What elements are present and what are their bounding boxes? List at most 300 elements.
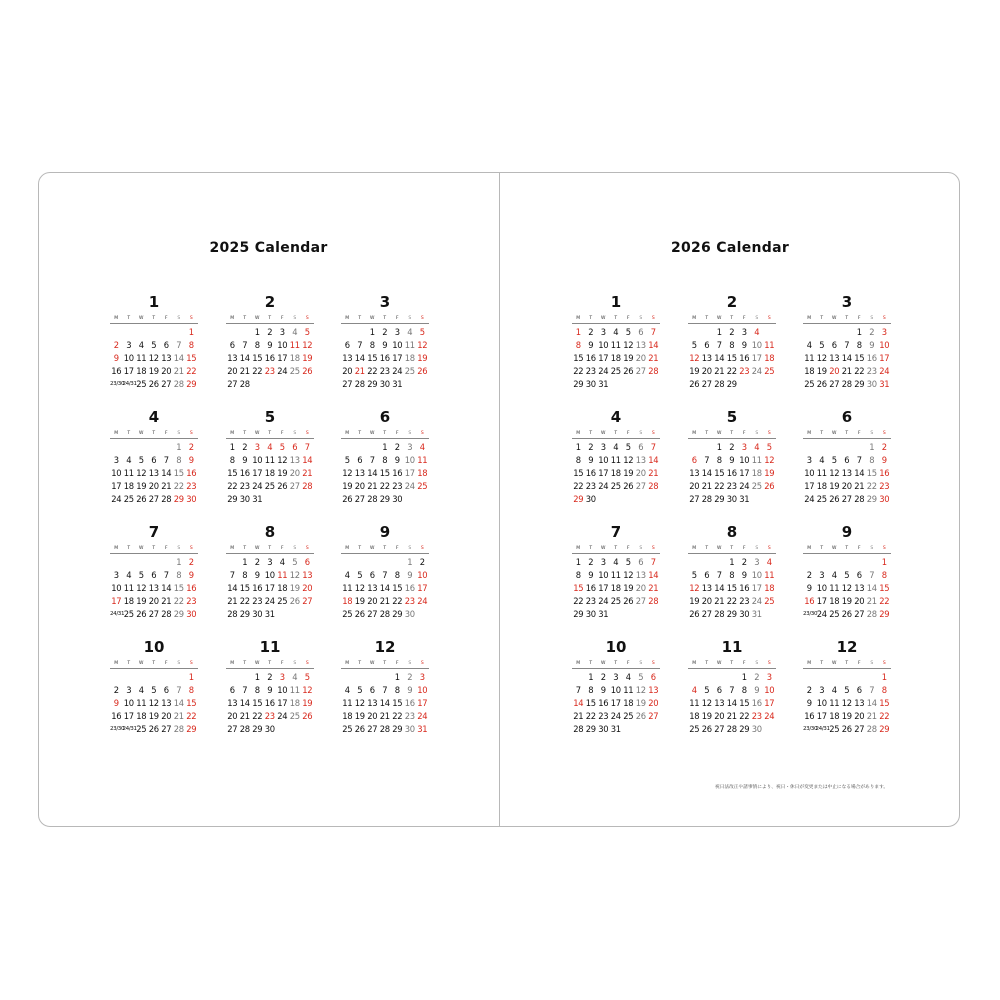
month-number: 3: [379, 293, 391, 311]
day-cell: 11: [123, 583, 134, 593]
day-cell: [688, 671, 701, 684]
weekday-label: W: [255, 431, 260, 436]
weekday-label: T: [705, 431, 709, 436]
day-cell: 8: [369, 340, 375, 350]
day-cell: 17: [751, 353, 762, 363]
weekday-label: F: [857, 661, 861, 666]
weekday-label: W: [832, 431, 837, 436]
day-cell: [226, 326, 239, 339]
weekday-label: S: [870, 546, 874, 551]
month-number: 8: [264, 523, 276, 541]
day-cell: [816, 556, 829, 569]
week-row: [110, 556, 198, 569]
weekday-label: S: [767, 661, 771, 666]
month-number: 10: [143, 638, 165, 656]
week-row: [341, 493, 429, 506]
day-cell: 28: [714, 609, 725, 619]
week-row: [110, 595, 198, 608]
day-cell: 15: [227, 468, 238, 478]
day-cell: 5: [419, 327, 425, 337]
day-cell: 2: [394, 442, 400, 452]
day-cell: 19: [841, 711, 852, 721]
week-row: [110, 441, 198, 454]
calendar-page-2025: [38, 172, 499, 827]
day-cell: 1: [382, 442, 388, 452]
day-cell: [354, 556, 367, 569]
day-cell: [763, 378, 776, 391]
weekday-label: S: [882, 661, 886, 666]
weekday-label: M: [576, 661, 581, 666]
month-3: [803, 295, 891, 405]
weekday-label: S: [755, 316, 759, 321]
day-cell: 25: [417, 481, 428, 491]
weekday-label: W: [601, 661, 606, 666]
day-cell: 13: [148, 583, 159, 593]
week-row: [572, 710, 660, 723]
day-cell: 10: [277, 685, 288, 695]
day-cell: 7: [869, 685, 875, 695]
day-cell: 23/30: [110, 726, 125, 732]
week-row: [688, 339, 776, 352]
weekday-label: F: [626, 661, 630, 666]
month-1: [572, 295, 660, 405]
day-cell: 8: [176, 455, 182, 465]
week-row: [803, 671, 891, 684]
day-cell: 4: [419, 442, 425, 452]
weekday-label: T: [268, 316, 272, 321]
day-cell: 14: [701, 468, 712, 478]
day-cell: 2: [869, 327, 875, 337]
day-cell: 25: [123, 494, 134, 504]
weekday-label: W: [370, 661, 375, 666]
day-cell: 7: [382, 570, 388, 580]
day-cell: 14: [648, 340, 659, 350]
weekday-label: W: [601, 546, 606, 551]
day-cell: [226, 556, 239, 569]
day-cell: 1: [407, 557, 413, 567]
weekday-label: W: [370, 431, 375, 436]
header-rule: [110, 668, 198, 669]
day-cell: 3: [279, 327, 285, 337]
day-cell: 23: [879, 481, 890, 491]
day-cell: 6: [369, 685, 375, 695]
weekday-label: M: [114, 431, 119, 436]
day-cell: [572, 671, 585, 684]
day-cell: 20: [161, 366, 172, 376]
day-cell: 18: [136, 366, 147, 376]
day-cell: 18: [764, 353, 775, 363]
month-10: [110, 640, 198, 750]
day-cell: 16: [585, 353, 596, 363]
day-cell: 3: [881, 327, 887, 337]
weekday-label: T: [127, 431, 131, 436]
day-cell: 3: [819, 570, 825, 580]
day-cell: 13: [161, 353, 172, 363]
day-cell: 17: [111, 596, 122, 606]
day-cell: 7: [575, 685, 581, 695]
week-row: [803, 582, 891, 595]
weekday-label: T: [820, 431, 824, 436]
day-cell: [853, 556, 866, 569]
day-cell: 30: [404, 609, 415, 619]
day-cell: [597, 493, 610, 506]
weekday-label: T: [358, 661, 362, 666]
day-cell: 17: [123, 366, 134, 376]
day-cell: [828, 441, 841, 454]
month-6: [341, 410, 429, 520]
day-cell: 29: [726, 379, 737, 389]
day-cell: 24: [879, 366, 890, 376]
weekday-header: [341, 430, 429, 438]
week-row: [572, 467, 660, 480]
day-cell: 1: [254, 327, 260, 337]
week-row: [226, 365, 314, 378]
day-cell: 20: [367, 711, 378, 721]
day-cell: 3: [600, 442, 606, 452]
day-cell: 14: [239, 698, 250, 708]
day-cell: 22: [854, 366, 865, 376]
weekday-label: S: [408, 431, 412, 436]
day-cell: 25: [829, 724, 840, 734]
day-cell: 17: [598, 583, 609, 593]
week-row: [110, 671, 198, 684]
day-cell: [635, 493, 648, 506]
month-number: 1: [610, 293, 622, 311]
weekday-label: S: [293, 431, 297, 436]
weekday-label: M: [692, 546, 697, 551]
day-cell: 4: [613, 327, 619, 337]
day-cell: 9: [394, 455, 400, 465]
week-row: [226, 556, 314, 569]
day-cell: 26: [136, 609, 147, 619]
day-cell: [354, 671, 367, 684]
day-cell: 23/30: [803, 611, 818, 617]
day-cell: 14: [239, 353, 250, 363]
day-cell: 17: [404, 468, 415, 478]
week-row: [688, 326, 776, 339]
day-cell: 16: [111, 711, 122, 721]
weekday-label: M: [230, 661, 235, 666]
day-cell: 12: [635, 685, 646, 695]
day-cell: 28: [239, 379, 250, 389]
day-cell: 1: [856, 327, 862, 337]
day-cell: [610, 608, 623, 621]
week-row: [226, 467, 314, 480]
weekday-label: T: [820, 661, 824, 666]
week-row: [803, 723, 891, 736]
day-cell: 2: [754, 672, 760, 682]
day-cell: 14: [714, 353, 725, 363]
day-cell: [647, 493, 660, 506]
day-cell: 10: [816, 583, 827, 593]
day-cell: 4: [344, 685, 350, 695]
day-cell: 11: [404, 340, 415, 350]
day-cell: 10: [598, 340, 609, 350]
day-cell: 29: [173, 494, 184, 504]
week-row: [226, 697, 314, 710]
week-row: [688, 582, 776, 595]
day-cell: 23: [264, 366, 275, 376]
weekday-label: M: [114, 546, 119, 551]
day-cell: 5: [138, 570, 144, 580]
week-row: [226, 326, 314, 339]
day-cell: 6: [344, 340, 350, 350]
day-cell: 12: [302, 685, 313, 695]
day-cell: 16: [726, 468, 737, 478]
day-cell: 25: [404, 366, 415, 376]
day-cell: 27: [648, 711, 659, 721]
day-cell: 21: [648, 583, 659, 593]
day-cell: [841, 441, 854, 454]
day-cell: 18: [136, 711, 147, 721]
day-cell: 20: [648, 698, 659, 708]
day-cell: 8: [881, 685, 887, 695]
month-number: 2: [264, 293, 276, 311]
day-cell: 25: [689, 724, 700, 734]
day-cell: 6: [638, 442, 644, 452]
year-title: 2025 Calendar: [209, 240, 328, 256]
day-cell: [354, 326, 367, 339]
day-cell: 18: [417, 468, 428, 478]
day-cell: [763, 493, 776, 506]
day-cell: 22: [573, 366, 584, 376]
week-row: [341, 454, 429, 467]
month-8: [688, 525, 776, 635]
day-cell: 22: [173, 596, 184, 606]
day-cell: 30: [739, 609, 750, 619]
day-cell: 6: [229, 685, 235, 695]
week-row: [226, 454, 314, 467]
day-cell: 18: [610, 468, 621, 478]
day-cell: [148, 441, 161, 454]
weekday-header: [572, 315, 660, 323]
day-cell: 28: [161, 609, 172, 619]
weekday-label: W: [601, 431, 606, 436]
week-row: [803, 595, 891, 608]
day-cell: 5: [819, 340, 825, 350]
day-cell: 21: [841, 366, 852, 376]
day-cell: 4: [138, 340, 144, 350]
day-cell: [701, 556, 714, 569]
month-4: [110, 410, 198, 520]
day-cell: 1: [229, 442, 235, 452]
weekday-header: [226, 660, 314, 668]
day-cell: 1: [176, 557, 182, 567]
day-cell: 14: [173, 698, 184, 708]
day-cell: 2: [188, 442, 194, 452]
day-cell: 25: [264, 481, 275, 491]
day-cell: [110, 326, 123, 339]
day-cell: 11: [610, 455, 621, 465]
day-cell: 9: [267, 685, 273, 695]
week-row: [803, 493, 891, 506]
day-cell: 1: [588, 672, 594, 682]
day-cell: [160, 671, 173, 684]
week-row: [572, 556, 660, 569]
week-row: [341, 582, 429, 595]
month-11: [688, 640, 776, 750]
day-cell: 19: [623, 353, 634, 363]
day-cell: 4: [126, 570, 132, 580]
day-cell: 10: [751, 340, 762, 350]
day-cell: 16: [804, 596, 815, 606]
day-cell: 19: [816, 366, 827, 376]
day-cell: 11: [277, 570, 288, 580]
day-cell: 21: [866, 711, 877, 721]
weekday-header: [226, 315, 314, 323]
day-cell: 4: [754, 442, 760, 452]
day-cell: 29: [186, 379, 197, 389]
day-cell: 24: [816, 609, 827, 619]
day-cell: 16: [585, 468, 596, 478]
day-cell: [135, 671, 148, 684]
weekday-label: T: [614, 661, 618, 666]
weekday-label: W: [370, 316, 375, 321]
week-row: [572, 378, 660, 391]
day-cell: 6: [831, 340, 837, 350]
day-cell: 18: [751, 468, 762, 478]
week-row: [341, 608, 429, 621]
day-cell: 15: [739, 698, 750, 708]
day-cell: 23: [585, 366, 596, 376]
day-cell: 15: [879, 583, 890, 593]
weekday-label: T: [589, 661, 593, 666]
day-cell: 12: [689, 583, 700, 593]
day-cell: 11: [342, 698, 353, 708]
day-cell: 24: [598, 596, 609, 606]
day-cell: 9: [407, 570, 413, 580]
day-cell: 23: [264, 711, 275, 721]
day-cell: [416, 378, 429, 391]
day-cell: 15: [866, 468, 877, 478]
day-cell: 3: [419, 672, 425, 682]
day-cell: 18: [764, 583, 775, 593]
header-rule: [572, 323, 660, 324]
year-title: 2026 Calendar: [670, 240, 790, 256]
day-cell: 4: [806, 340, 812, 350]
week-row: [226, 582, 314, 595]
day-cell: 17: [111, 481, 122, 491]
day-cell: 7: [163, 455, 169, 465]
day-cell: 9: [869, 340, 875, 350]
week-row: [341, 378, 429, 391]
day-cell: 25: [764, 366, 775, 376]
day-cell: [404, 378, 417, 391]
header-rule: [803, 668, 891, 669]
day-cell: 24: [764, 711, 775, 721]
week-row: [226, 684, 314, 697]
day-cell: 12: [701, 698, 712, 708]
day-cell: 9: [588, 570, 594, 580]
day-cell: 31: [598, 379, 609, 389]
day-cell: 17: [739, 468, 750, 478]
day-cell: 14: [227, 583, 238, 593]
day-cell: 5: [357, 685, 363, 695]
day-cell: 21: [239, 366, 250, 376]
day-cell: 6: [691, 455, 697, 465]
day-cell: [123, 441, 136, 454]
day-cell: 28: [173, 724, 184, 734]
day-cell: 11: [623, 685, 634, 695]
day-cell: [803, 326, 816, 339]
weekday-header: [803, 430, 891, 438]
weekday-label: W: [717, 316, 722, 321]
day-cell: 22: [227, 481, 238, 491]
day-cell: 10: [610, 685, 621, 695]
day-cell: 9: [267, 340, 273, 350]
weekday-label: T: [705, 661, 709, 666]
weekday-label: M: [807, 431, 812, 436]
week-row: [688, 467, 776, 480]
weekday-label: S: [420, 431, 424, 436]
day-cell: 12: [623, 570, 634, 580]
day-cell: 12: [148, 353, 159, 363]
month-number: 12: [836, 638, 858, 656]
day-cell: 29: [879, 609, 890, 619]
day-cell: 1: [188, 672, 194, 682]
day-cell: 28: [367, 494, 378, 504]
day-cell: 9: [113, 698, 119, 708]
day-cell: 28: [161, 494, 172, 504]
week-row: [572, 365, 660, 378]
month-number: 7: [610, 523, 622, 541]
day-cell: 10: [879, 340, 890, 350]
day-cell: 5: [844, 570, 850, 580]
day-cell: 16: [404, 698, 415, 708]
weekday-label: M: [692, 661, 697, 666]
day-cell: 24: [111, 494, 122, 504]
day-cell: 19: [764, 468, 775, 478]
weekday-label: T: [268, 431, 272, 436]
weekday-label: S: [177, 431, 181, 436]
day-cell: 18: [264, 468, 275, 478]
header-rule: [341, 323, 429, 324]
day-cell: 31: [264, 609, 275, 619]
day-cell: 19: [829, 481, 840, 491]
day-cell: 14: [841, 353, 852, 363]
day-cell: 18: [610, 353, 621, 363]
day-cell: 2: [806, 570, 812, 580]
weekday-label: T: [243, 661, 247, 666]
weekday-label: T: [383, 316, 387, 321]
day-cell: 14: [714, 583, 725, 593]
day-cell: [289, 378, 302, 391]
day-cell: 13: [289, 455, 300, 465]
day-cell: 13: [854, 698, 865, 708]
day-cell: [816, 441, 829, 454]
weekday-label: S: [293, 661, 297, 666]
day-cell: 22: [239, 596, 250, 606]
day-cell: 20: [289, 468, 300, 478]
day-cell: 3: [741, 327, 747, 337]
week-row: [688, 480, 776, 493]
day-cell: 13: [854, 583, 865, 593]
day-cell: 26: [302, 366, 313, 376]
day-cell: [276, 493, 289, 506]
day-cell: [379, 556, 392, 569]
day-cell: 18: [289, 353, 300, 363]
week-row: [572, 608, 660, 621]
day-cell: 22: [879, 711, 890, 721]
day-cell: [763, 723, 776, 736]
day-cell: 5: [292, 557, 298, 567]
weekday-label: S: [651, 316, 655, 321]
day-cell: 15: [726, 583, 737, 593]
day-cell: 29: [392, 609, 403, 619]
day-cell: 27: [302, 596, 313, 606]
day-cell: [713, 671, 726, 684]
weekday-header: [341, 660, 429, 668]
